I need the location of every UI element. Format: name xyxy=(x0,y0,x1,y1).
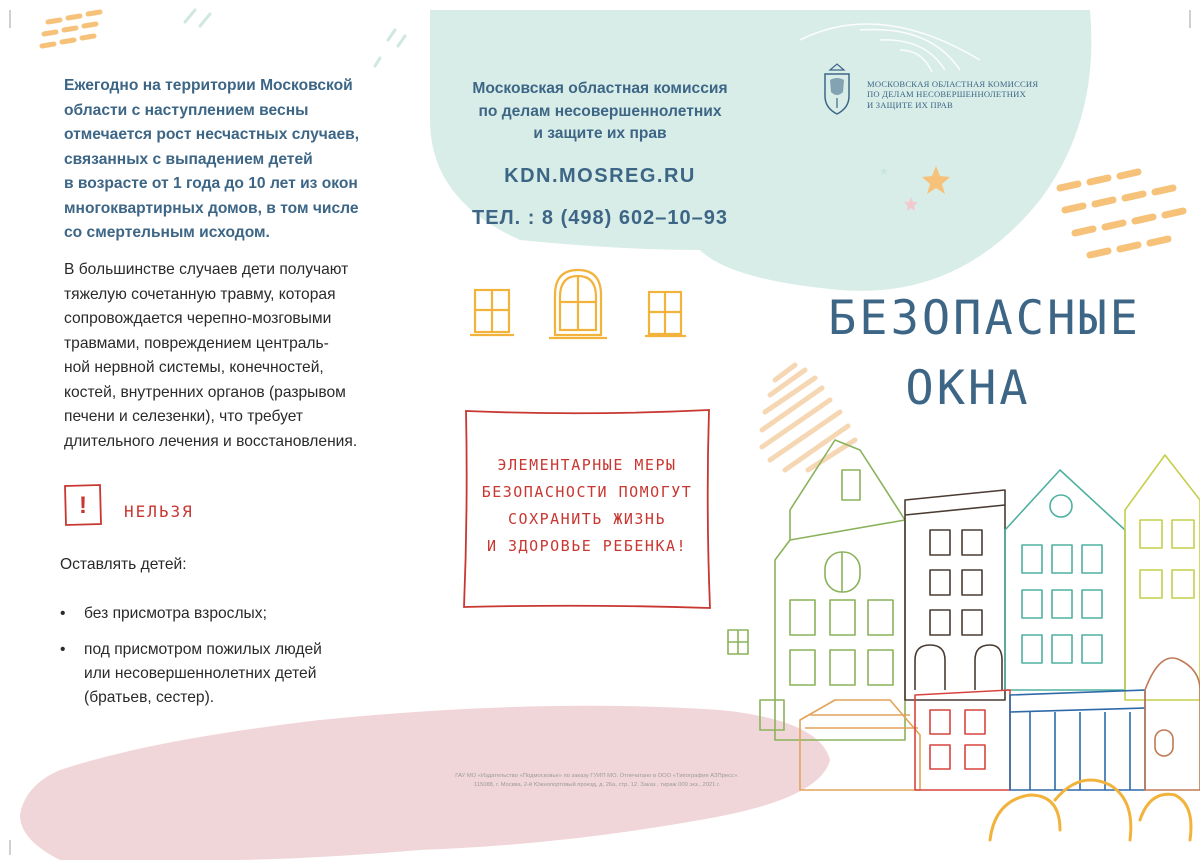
phone-number: ТЕЛ. : 8 (498) 602–10–93 xyxy=(472,207,728,229)
text-line: В большинстве случаев дети получают xyxy=(64,261,349,278)
leave-children-heading: Оставлять детей: xyxy=(60,556,187,573)
text-line: длительного лечения и восстановления. xyxy=(64,432,358,450)
page-title xyxy=(828,284,1141,424)
coat-of-arms-icon xyxy=(822,62,852,118)
text-line: костей, внутренних органов (разрывом xyxy=(64,383,346,401)
text-line: тяжелую сочетанную травму, которая xyxy=(64,285,336,303)
text-line: Московская областная комиссия xyxy=(472,80,728,97)
mint-blob xyxy=(430,10,1091,291)
bullet-list xyxy=(60,602,322,722)
injury-paragraph xyxy=(64,258,394,454)
list-item-line: (братьев, сестер). xyxy=(84,689,215,706)
exclamation-icon xyxy=(63,483,103,527)
text-line: Ежегодно на территории Московской xyxy=(64,77,353,94)
arched-window-icon xyxy=(549,270,607,338)
text-line: И ЗАЩИТЕ ИХ ПРАВ xyxy=(867,99,953,110)
text-line: ГАУ МО «Издательство «Подмосковье» по заказу ГУИП МО. Отпечатано в ООО «Типография АЗПресс». xyxy=(455,773,739,779)
text-line: СОХРАНИТЬ ЖИЗНЬ xyxy=(508,510,666,528)
title-line: БЕЗОПАСНЫЕ xyxy=(828,291,1141,346)
window-icon xyxy=(470,290,514,335)
text-line: сопровождается черепно-мозговыми xyxy=(64,310,332,327)
text-line: многоквартирных домов, в том числе xyxy=(64,199,359,217)
exclamation-mark: ! xyxy=(79,492,87,519)
mint-strokes xyxy=(185,10,405,66)
text-line: отмечается рост несчастных случаев, xyxy=(64,126,360,143)
text-line: ЭЛЕМЕНТАРНЫЕ МЕРЫ xyxy=(497,456,677,474)
text-line: по делам несовершеннолетних xyxy=(478,102,722,120)
text-line: 115088, г. Москва, 2-й Южнопортовый проезд, д. 26а, стр. 12. Заказ , тираж 000 экз., 2021 г. xyxy=(473,782,720,788)
text-line: ПО ДЕЛАМ НЕСОВЕРШЕННОЛЕТНИХ xyxy=(867,89,1026,100)
list-item xyxy=(60,638,322,710)
intro-paragraph xyxy=(64,74,394,246)
text-line: БЕЗОПАСНОСТИ ПОМОГУТ xyxy=(481,483,693,501)
commission-name xyxy=(430,78,770,146)
list-item-line: • под присмотром пожилых людей xyxy=(84,641,322,658)
print-imprint xyxy=(432,772,762,790)
orange-dashes-top-left xyxy=(42,12,100,46)
text-line: печени и селезенки), что требует xyxy=(64,408,304,425)
text-line: ной нервной системы, конечностей, xyxy=(64,359,324,376)
website-link[interactable]: KDN.MOSREG.RU xyxy=(504,165,696,187)
list-item-line: • без присмотра взрослых; xyxy=(84,605,267,622)
safety-slogan xyxy=(462,452,712,560)
text-line: И ЗДОРОВЬЕ РЕБЕНКА! xyxy=(486,537,688,555)
text-line: МОСКОВСКАЯ ОБЛАСТНАЯ КОМИССИЯ xyxy=(867,79,1039,89)
text-line: области с наступлением весны xyxy=(64,101,309,119)
text-line: со смертельным исходом. xyxy=(64,224,270,241)
logo-caption xyxy=(867,79,1038,110)
text-line: связанных с выпадением детей xyxy=(64,150,313,168)
list-item-line: или несовершеннолетних детей xyxy=(84,665,317,682)
forbidden-label: НЕЛЬЗЯ xyxy=(124,502,194,521)
list-item xyxy=(60,602,322,626)
text-line: в возрасте от 1 года до 10 лет из окон xyxy=(64,175,358,192)
text-line: травмами, повреждением централь- xyxy=(64,334,329,352)
text-line: и защите их прав xyxy=(533,125,667,142)
orange-dashes-right xyxy=(1060,172,1183,255)
window-icon xyxy=(645,292,686,336)
title-line: ОКНА xyxy=(905,361,1031,416)
